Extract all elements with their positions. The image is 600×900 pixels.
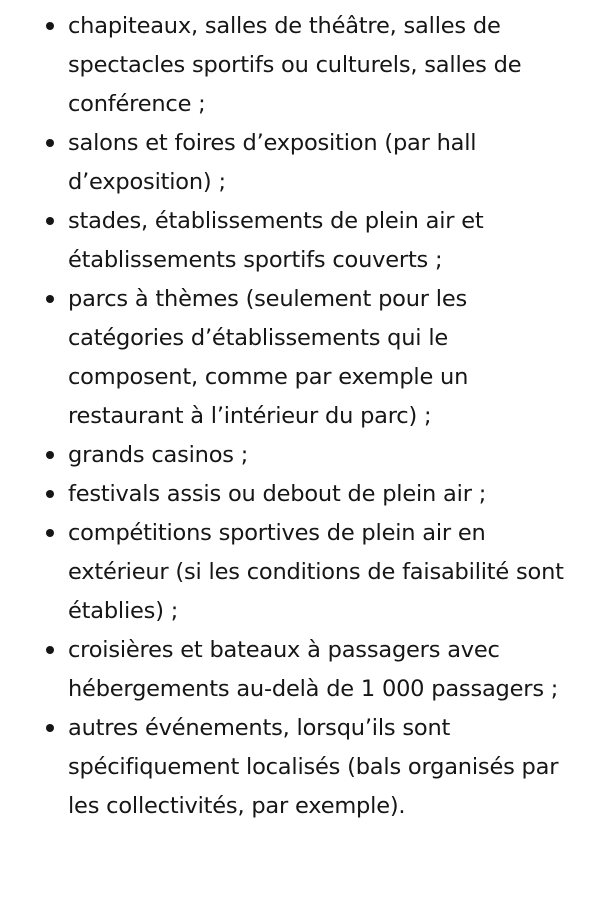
- list-item-text: salons et foires d’exposition (par hall d’exposition) ;: [68, 130, 477, 195]
- list-item-text: grands casinos ;: [68, 442, 249, 468]
- list-item: [43, 514, 578, 631]
- list-item: [43, 280, 578, 436]
- list-item: [43, 709, 578, 826]
- bullet-icon: [46, 139, 54, 147]
- list-item: [43, 124, 578, 202]
- bullet-icon: [46, 451, 54, 459]
- list-item: [43, 202, 578, 280]
- list-item-text: stades, établissements de plein air et établissements sportifs couverts ;: [68, 208, 484, 273]
- list-item: [43, 475, 578, 514]
- list-item-text: parcs à thèmes (seulement pour les catégories d’établissements qui le composent, comme par exemple un restaurant à l’intérieur du parc) ;: [68, 286, 469, 429]
- list-item-text: croisières et bateaux à passagers avec hébergements au-delà de 1 000 passagers ;: [68, 637, 559, 702]
- bullet-icon: [46, 529, 54, 537]
- list-item-text: chapiteaux, salles de théâtre, salles de spectacles sportifs ou culturels, salles de conférence ;: [68, 13, 522, 117]
- bullet-icon: [46, 490, 54, 498]
- bullet-list: [43, 7, 578, 826]
- bullet-icon: [46, 295, 54, 303]
- list-item: [43, 436, 578, 475]
- bullet-icon: [46, 22, 54, 30]
- bullet-icon: [46, 217, 54, 225]
- bullet-icon: [46, 724, 54, 732]
- list-item: [43, 7, 578, 124]
- list-item-text: autres événements, lorsqu’ils sont spécifiquement localisés (bals organisés par les collectivités, par exemple).: [68, 715, 559, 819]
- list-item: [43, 631, 578, 709]
- bullet-icon: [46, 646, 54, 654]
- list-item-text: compétitions sportives de plein air en extérieur (si les conditions de faisabilité sont établies) ;: [68, 520, 564, 624]
- list-item-text: festivals assis ou debout de plein air ;: [68, 481, 487, 507]
